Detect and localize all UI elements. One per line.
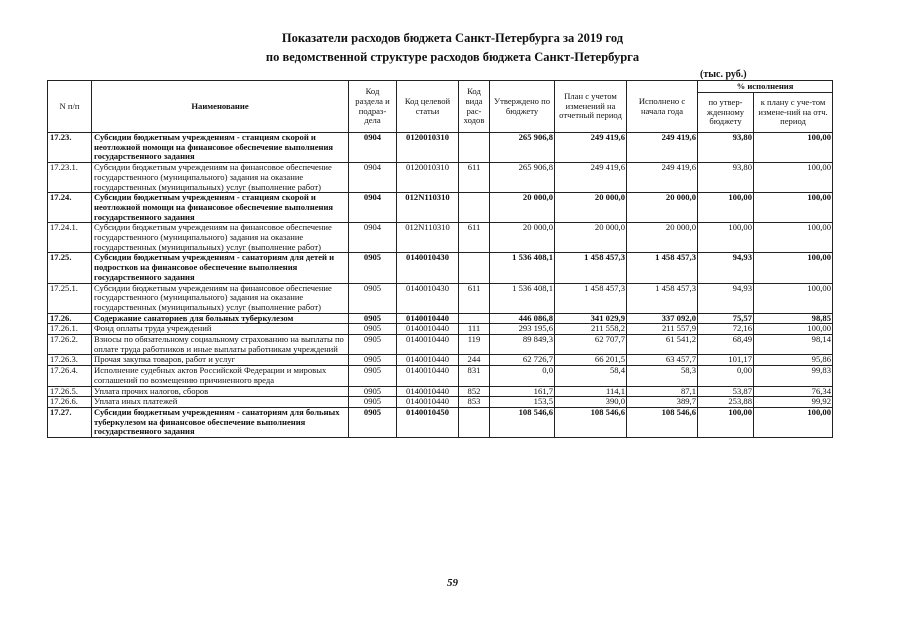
table-row [48,335,833,355]
cell-section: 0904 [349,163,397,193]
cell-approved: 108 546,6 [490,407,555,437]
col-done-header: Исполнено с начала года [627,81,698,133]
cell-name: Исполнение судебных актов Российской Федерации и мировых соглашений по возмещению причиненного вреда [92,366,349,386]
cell-approved: 446 086,8 [490,313,555,324]
table-row [48,313,833,324]
cell-target: 0120010310 [397,133,459,163]
cell-done: 61 541,2 [627,335,698,355]
cell-pct-plan: 95,86 [754,355,833,366]
cell-section: 0904 [349,223,397,253]
cell-plan: 108 546,6 [555,407,627,437]
cell-done: 1 458 457,3 [627,253,698,283]
col-target-header: Код целевой статьи [397,81,459,133]
cell-target: 0120010310 [397,163,459,193]
cell-plan: 66 201,5 [555,355,627,366]
cell-num: 17.23.1. [48,163,92,193]
cell-done: 20 000,0 [627,223,698,253]
cell-pct-budget: 68,49 [698,335,754,355]
cell-kind [459,407,490,437]
cell-section: 0905 [349,386,397,397]
cell-pct-plan: 100,00 [754,283,833,313]
cell-num: 17.26.1. [48,324,92,335]
cell-approved: 62 726,7 [490,355,555,366]
table-body [48,133,833,438]
cell-kind: 244 [459,355,490,366]
cell-plan: 249 419,6 [555,163,627,193]
cell-section: 0905 [349,407,397,437]
cell-section: 0905 [349,283,397,313]
cell-pct-budget: 100,00 [698,407,754,437]
page-number: 59 [447,577,458,589]
cell-target: 0140010440 [397,335,459,355]
cell-name: Уплата иных платежей [92,397,349,408]
cell-approved: 265 906,8 [490,133,555,163]
cell-num: 17.25. [48,253,92,283]
cell-kind: 611 [459,163,490,193]
table-row [48,223,833,253]
cell-pct-budget: 94,93 [698,253,754,283]
cell-target: 0140010430 [397,253,459,283]
cell-pct-plan: 100,00 [754,407,833,437]
cell-num: 17.26.6. [48,397,92,408]
cell-section: 0904 [349,133,397,163]
cell-section: 0905 [349,253,397,283]
col-name-header: Наименование [92,81,349,133]
cell-target: 0140010440 [397,355,459,366]
cell-num: 17.27. [48,407,92,437]
cell-done: 211 557,9 [627,324,698,335]
table-row [48,386,833,397]
col-pct-budget-header: по утвер-жденному бюджету [698,93,754,133]
cell-plan: 20 000,0 [555,223,627,253]
cell-kind: 852 [459,386,490,397]
cell-section: 0905 [349,355,397,366]
cell-num: 17.25.1. [48,283,92,313]
table-row [48,324,833,335]
cell-section: 0905 [349,366,397,386]
cell-approved: 161,7 [490,386,555,397]
report-title-line1: Показатели расходов бюджета Санкт-Петербурга за 2019 год [281,31,624,45]
cell-pct-plan: 100,00 [754,163,833,193]
cell-kind: 831 [459,366,490,386]
cell-target: 012N110310 [397,193,459,223]
cell-kind: 611 [459,223,490,253]
cell-target: 012N110310 [397,223,459,253]
cell-plan: 390,0 [555,397,627,408]
cell-approved: 0,0 [490,366,555,386]
cell-pct-budget: 94,93 [698,283,754,313]
cell-num: 17.26.2. [48,335,92,355]
table-row [48,133,833,163]
cell-num: 17.26.3. [48,355,92,366]
col-pct-plan-header: к плану с уче-том измене-ний на отч. период [754,93,833,133]
cell-approved: 20 000,0 [490,193,555,223]
cell-plan: 62 707,7 [555,335,627,355]
cell-done: 389,7 [627,397,698,408]
cell-approved: 1 536 408,1 [490,253,555,283]
cell-target: 0140010430 [397,283,459,313]
cell-pct-budget: 75,57 [698,313,754,324]
cell-done: 20 000,0 [627,193,698,223]
cell-plan: 249 419,6 [555,133,627,163]
cell-kind: 611 [459,283,490,313]
cell-name: Прочая закупка товаров, работ и услуг [92,355,349,366]
cell-name: Субсидии бюджетным учреждениям на финансовое обеспечение государственного (муниципального) задания на оказание государственных (муниципальных) услуг (выполнение работ) [92,163,349,193]
cell-pct-budget: 0,00 [698,366,754,386]
cell-approved: 20 000,0 [490,223,555,253]
cell-pct-plan: 98,85 [754,313,833,324]
cell-plan: 1 458 457,3 [555,283,627,313]
col-section-header: Код раздела и подраз-дела [349,81,397,133]
cell-num: 17.24.1. [48,223,92,253]
cell-approved: 1 536 408,1 [490,283,555,313]
cell-name: Субсидии бюджетным учреждениям на финансовое обеспечение государственного (муниципального) задания на оказание государственных (муниципальных) услуг (выполнение работ) [92,223,349,253]
cell-pct-plan: 100,00 [754,324,833,335]
cell-target: 0140010440 [397,386,459,397]
cell-kind [459,313,490,324]
cell-done: 249 419,6 [627,163,698,193]
table-row [48,355,833,366]
cell-name: Субсидии бюджетным учреждениям - санаториям для больных туберкулезом на финансовое обеспечение выполнения государственного задания [92,407,349,437]
col-kind-header: Код вида рас-ходов [459,81,490,133]
cell-name: Взносы по обязательному социальному страхованию на выплаты по оплате труда работников и иные выплаты работникам учреждений [92,335,349,355]
cell-pct-budget: 93,80 [698,163,754,193]
cell-target: 0140010440 [397,324,459,335]
cell-approved: 265 906,8 [490,163,555,193]
cell-done: 87,1 [627,386,698,397]
cell-target: 0140010450 [397,407,459,437]
cell-kind: 853 [459,397,490,408]
cell-section: 0904 [349,193,397,223]
cell-num: 17.26.4. [48,366,92,386]
cell-name: Субсидии бюджетным учреждениям на финансовое обеспечение государственного (муниципального) задания на оказание государственных (муниципальных) услуг (выполнение работ) [92,283,349,313]
cell-pct-budget: 53,87 [698,386,754,397]
cell-plan: 20 000,0 [555,193,627,223]
cell-pct-plan: 76,34 [754,386,833,397]
cell-approved: 89 849,3 [490,335,555,355]
cell-name: Уплата прочих налогов, сборов [92,386,349,397]
cell-plan: 114,1 [555,386,627,397]
col-pct-group-header: % исполнения [698,81,833,93]
cell-pct-plan: 100,00 [754,133,833,163]
cell-done: 63 457,7 [627,355,698,366]
table-row [48,407,833,437]
cell-section: 0905 [349,313,397,324]
cell-plan: 211 558,2 [555,324,627,335]
cell-done: 58,3 [627,366,698,386]
cell-pct-budget: 253,88 [698,397,754,408]
budget-table [47,80,833,438]
cell-done: 337 092,0 [627,313,698,324]
units-label: (тыс. руб.) [700,69,747,80]
cell-kind [459,133,490,163]
cell-section: 0905 [349,335,397,355]
cell-pct-budget: 93,80 [698,133,754,163]
cell-done: 108 546,6 [627,407,698,437]
cell-name: Субсидии бюджетным учреждениям - станциям скорой и неотложной помощи на финансовое обеспечение выполнения государственного задания [92,193,349,223]
cell-plan: 58,4 [555,366,627,386]
cell-pct-plan: 99,83 [754,366,833,386]
cell-kind [459,253,490,283]
col-plan-header: План с учетом изменений на отчетный период [555,81,627,133]
cell-kind: 119 [459,335,490,355]
table-row [48,366,833,386]
cell-kind: 111 [459,324,490,335]
table-row [48,163,833,193]
col-approved-header: Утверждено по бюджету [490,81,555,133]
table-row [48,253,833,283]
cell-num: 17.26.5. [48,386,92,397]
table-row [48,193,833,223]
cell-name: Субсидии бюджетным учреждениям - станциям скорой и неотложной помощи на финансовое обеспечение выполнения государственного задания [92,133,349,163]
cell-pct-budget: 100,00 [698,193,754,223]
cell-pct-plan: 100,00 [754,253,833,283]
cell-target: 0140010440 [397,366,459,386]
table-row [48,397,833,408]
cell-target: 0140010440 [397,313,459,324]
cell-pct-plan: 100,00 [754,223,833,253]
cell-pct-plan: 100,00 [754,193,833,223]
cell-pct-plan: 99,92 [754,397,833,408]
cell-plan: 1 458 457,3 [555,253,627,283]
cell-pct-budget: 101,17 [698,355,754,366]
cell-name: Субсидии бюджетным учреждениям - санаториям для детей и подростков на финансовое обеспечение выполнения государственного задания [92,253,349,283]
cell-num: 17.26. [48,313,92,324]
cell-approved: 153,5 [490,397,555,408]
cell-num: 17.23. [48,133,92,163]
table-header [48,81,833,133]
cell-kind [459,193,490,223]
cell-approved: 293 195,6 [490,324,555,335]
cell-pct-budget: 100,00 [698,223,754,253]
cell-pct-plan: 98,14 [754,335,833,355]
cell-plan: 341 029,9 [555,313,627,324]
table-row [48,283,833,313]
cell-name: Содержание санаториев для больных туберкулезом [92,313,349,324]
cell-section: 0905 [349,324,397,335]
cell-num: 17.24. [48,193,92,223]
cell-target: 0140010440 [397,397,459,408]
cell-section: 0905 [349,397,397,408]
report-title-line2: по ведомственной структуре расходов бюджета Санкт-Петербурга [265,50,640,64]
cell-done: 1 458 457,3 [627,283,698,313]
col-num-header: N п/п [48,81,92,133]
cell-done: 249 419,6 [627,133,698,163]
cell-name: Фонд оплаты труда учреждений [92,324,349,335]
cell-pct-budget: 72,16 [698,324,754,335]
